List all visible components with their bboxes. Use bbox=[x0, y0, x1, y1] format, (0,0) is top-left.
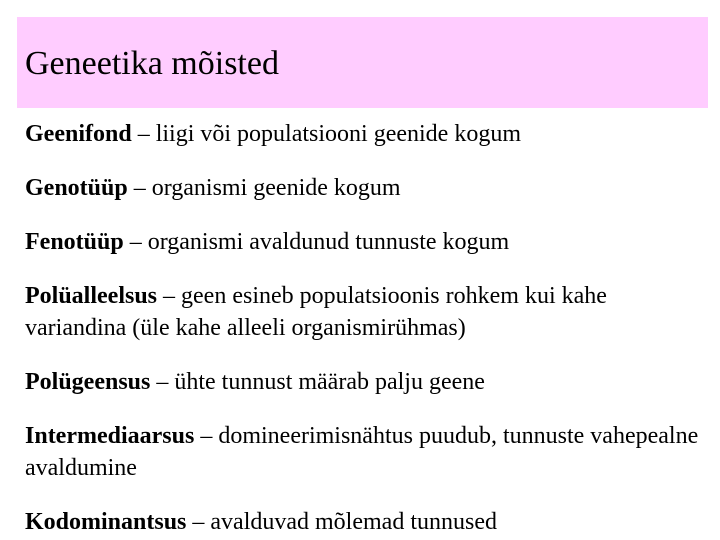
term-definition: – organismi avaldunud tunnuste kogum bbox=[123, 229, 510, 255]
term-definition: – domineerimisnähtus puudub, tunnuste vahepealne avaldumine bbox=[25, 423, 699, 481]
term-item-geenifond bbox=[25, 118, 705, 150]
term-item-fenotyyp bbox=[25, 226, 705, 258]
term-name: Polügeensus bbox=[25, 369, 151, 395]
term-name: Intermediaarsus bbox=[25, 423, 195, 449]
term-definition: – geen esineb populatsioonis rohkem kui kahe variandina (üle kahe alleeli organismirühmas) bbox=[25, 283, 607, 341]
term-name: Kodominantsus bbox=[25, 509, 187, 535]
slide-title: Geneetika mõisted bbox=[25, 45, 279, 82]
term-name: Geenifond bbox=[25, 121, 132, 147]
term-item-genotyyp bbox=[25, 172, 705, 204]
term-list bbox=[25, 118, 705, 540]
term-name: Fenotüüp bbox=[25, 229, 124, 255]
term-item-polyalleelsus bbox=[25, 280, 705, 344]
term-definition: – liigi või populatsiooni geenide kogum bbox=[131, 121, 521, 147]
term-item-kodominantsus bbox=[25, 506, 705, 538]
term-item-polygeensus bbox=[25, 366, 705, 398]
term-name: Genotüüp bbox=[25, 175, 128, 201]
term-name: Polüalleelsus bbox=[25, 283, 158, 309]
title-bar bbox=[17, 17, 708, 108]
term-definition: – ühte tunnust määrab palju geene bbox=[150, 369, 485, 395]
term-item-intermediaarsus bbox=[25, 420, 705, 484]
term-definition: – organismi geenide kogum bbox=[127, 175, 401, 201]
term-definition: – avalduvad mõlemad tunnused bbox=[186, 509, 497, 535]
